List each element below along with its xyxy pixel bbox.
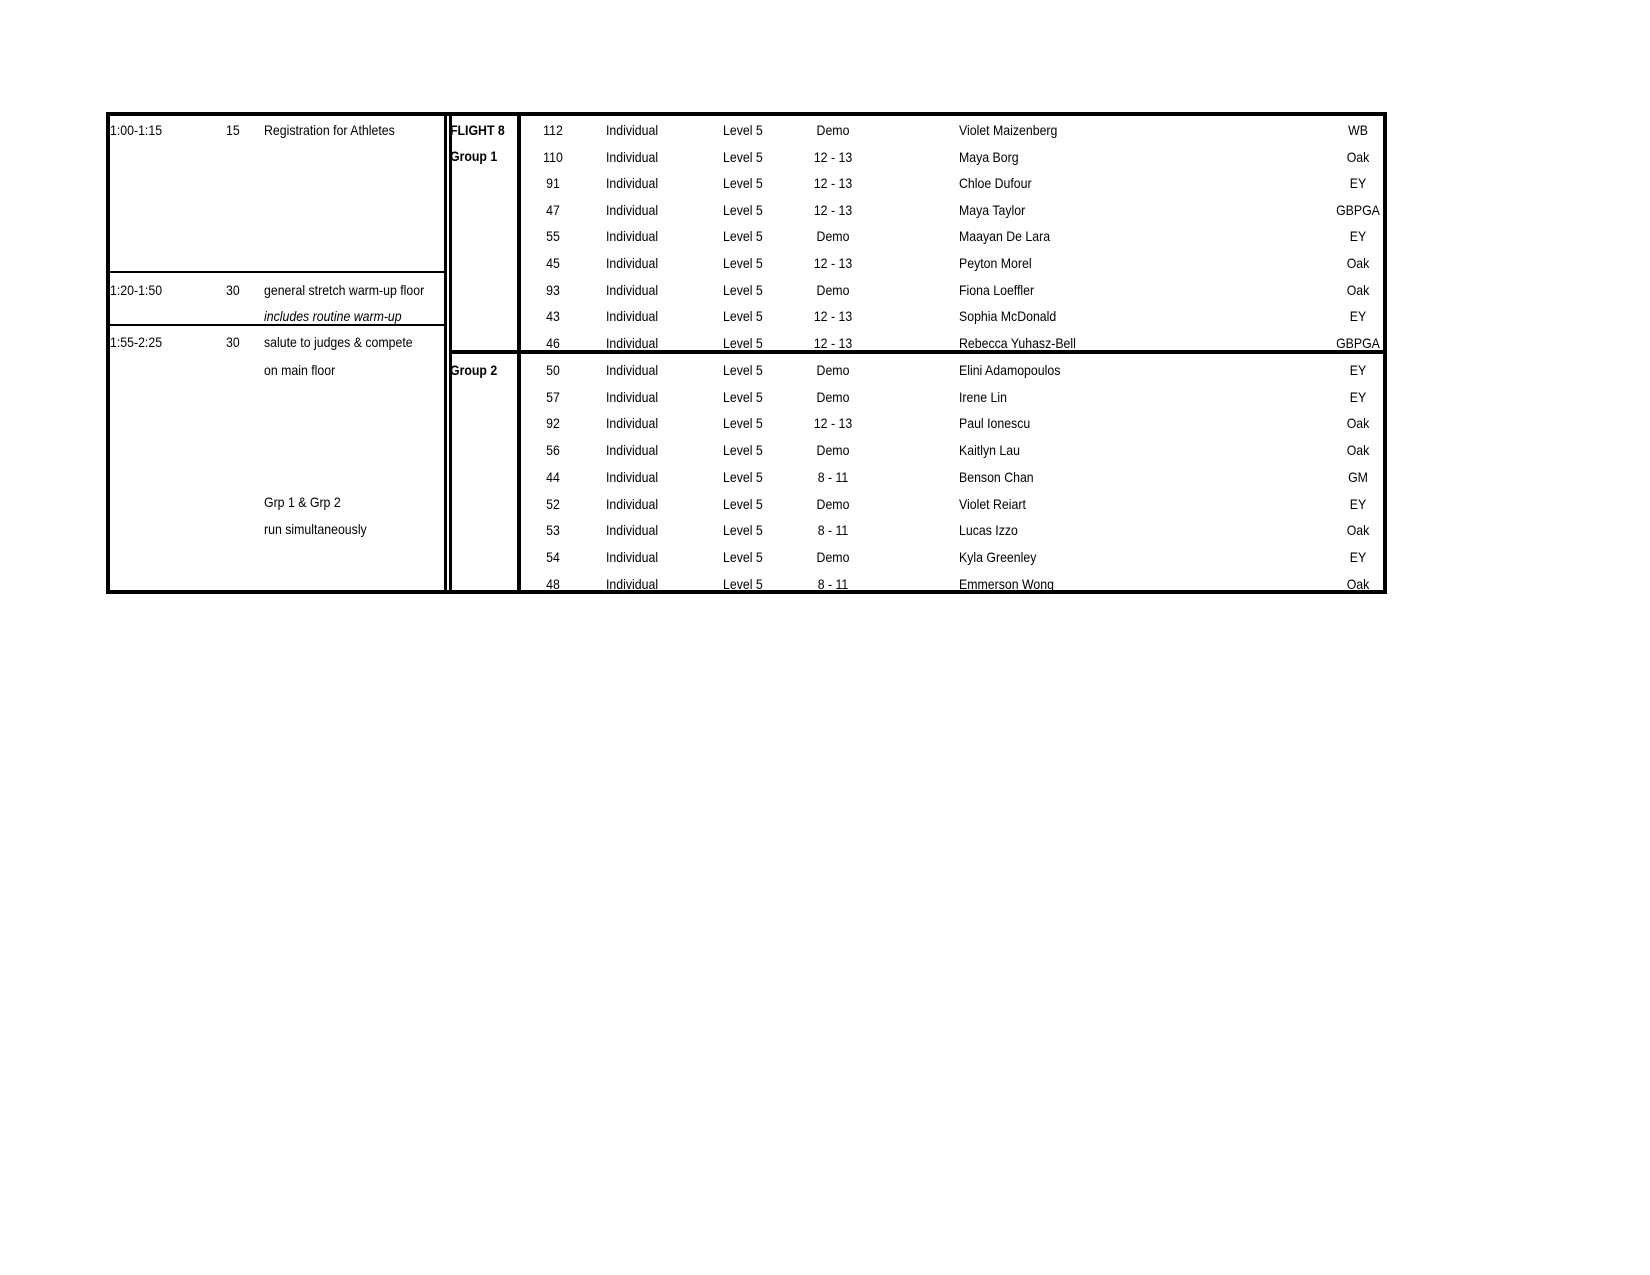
club-code: EY xyxy=(1349,308,1367,324)
entry-level: Level 5 xyxy=(723,389,763,405)
entry-number: 45 xyxy=(546,255,560,271)
entry-age-group: Demo xyxy=(816,282,850,298)
entry-number: 110 xyxy=(543,149,563,165)
block-3-description-line-1: salute to judges & compete xyxy=(264,334,413,350)
group-1-label: Group 1 xyxy=(450,148,498,164)
entry-age-group: 12 - 13 xyxy=(813,308,853,324)
entry-age-group: Demo xyxy=(816,496,850,512)
entry-age-group: Demo xyxy=(816,549,850,565)
entry-age-group: 12 - 13 xyxy=(813,149,853,165)
club-code: Oak xyxy=(1346,282,1370,298)
entry-number: 46 xyxy=(546,335,560,351)
entry-type: Individual xyxy=(606,228,659,244)
club-code: Oak xyxy=(1346,255,1370,271)
club-code: Oak xyxy=(1346,522,1370,538)
athlete-name: Irene Lin xyxy=(959,389,1007,405)
club-code: EY xyxy=(1349,389,1367,405)
entry-number: 91 xyxy=(546,175,560,191)
athlete-name: Violet Maizenberg xyxy=(959,122,1058,138)
athlete-name: Benson Chan xyxy=(959,469,1034,485)
club-code: Oak xyxy=(1346,149,1370,165)
block-2-description: general stretch warm-up floor xyxy=(264,282,425,298)
athlete-name: Peyton Morel xyxy=(959,255,1032,271)
entry-type: Individual xyxy=(606,202,659,218)
entry-age-group: Demo xyxy=(816,442,850,458)
entry-type: Individual xyxy=(606,496,659,512)
entry-age-group: 8 - 11 xyxy=(817,522,849,538)
club-code: Oak xyxy=(1346,442,1370,458)
entry-number: 52 xyxy=(546,496,560,512)
entry-age-group: 8 - 11 xyxy=(817,469,849,485)
entry-level: Level 5 xyxy=(723,522,763,538)
entry-level: Level 5 xyxy=(723,308,763,324)
entry-number: 50 xyxy=(546,362,560,378)
entry-type: Individual xyxy=(606,255,659,271)
divider-schedule-flight xyxy=(444,112,447,594)
club-code: EY xyxy=(1349,228,1367,244)
entry-age-group: 12 - 13 xyxy=(813,335,853,351)
entry-level: Level 5 xyxy=(723,362,763,378)
club-code: GBPGA xyxy=(1336,335,1380,351)
entry-level: Level 5 xyxy=(723,228,763,244)
entry-type: Individual xyxy=(606,415,659,431)
entry-age-group: 12 - 13 xyxy=(813,255,853,271)
athlete-name: Emmerson Wong xyxy=(959,576,1054,592)
athlete-name: Violet Reiart xyxy=(959,496,1026,512)
entry-age-group: Demo xyxy=(816,389,850,405)
entry-type: Individual xyxy=(606,469,659,485)
block-1-description: Registration for Athletes xyxy=(264,122,395,138)
club-code: GM xyxy=(1348,469,1368,485)
entry-level: Level 5 xyxy=(723,149,763,165)
athlete-name: Fiona Loeffler xyxy=(959,282,1035,298)
entry-level: Level 5 xyxy=(723,415,763,431)
entry-age-group: Demo xyxy=(816,228,850,244)
entry-number: 93 xyxy=(546,282,560,298)
athlete-name: Elini Adamopoulos xyxy=(959,362,1061,378)
entry-level: Level 5 xyxy=(723,496,763,512)
athlete-name: Kaitlyn Lau xyxy=(959,442,1020,458)
club-code: EY xyxy=(1349,549,1367,565)
block-3-extra-line-2: run simultaneously xyxy=(264,521,367,537)
entry-age-group: 12 - 13 xyxy=(813,175,853,191)
entry-number: 54 xyxy=(546,549,560,565)
athlete-name: Paul Ionescu xyxy=(959,415,1031,431)
entry-level: Level 5 xyxy=(723,576,763,592)
entry-age-group: Demo xyxy=(816,362,850,378)
entry-type: Individual xyxy=(606,335,659,351)
athlete-name: Kyla Greenley xyxy=(959,549,1037,565)
block-3-extra-line-1: Grp 1 & Grp 2 xyxy=(264,494,341,510)
athlete-name: Maya Taylor xyxy=(959,202,1026,218)
block-3-minutes: 30 xyxy=(226,334,240,350)
entry-number: 57 xyxy=(546,389,560,405)
athlete-name: Maya Borg xyxy=(959,149,1019,165)
athlete-name: Chloe Dufour xyxy=(959,175,1032,191)
entry-type: Individual xyxy=(606,389,659,405)
block-2-minutes: 30 xyxy=(226,282,240,298)
club-code: Oak xyxy=(1346,415,1370,431)
entry-level: Level 5 xyxy=(723,549,763,565)
entry-level: Level 5 xyxy=(723,469,763,485)
divider-group-1-2 xyxy=(449,350,1387,354)
club-code: EY xyxy=(1349,496,1367,512)
entry-type: Individual xyxy=(606,175,659,191)
block-3-description-line-2: on main floor xyxy=(264,362,336,378)
club-code: Oak xyxy=(1346,576,1370,592)
entry-age-group: Demo xyxy=(816,122,850,138)
divider-block-1 xyxy=(106,271,446,273)
entry-number: 92 xyxy=(546,415,560,431)
block-2-time: 1:20-1:50 xyxy=(110,282,163,298)
entry-number: 53 xyxy=(546,522,560,538)
entry-level: Level 5 xyxy=(723,175,763,191)
entry-level: Level 5 xyxy=(723,202,763,218)
entry-level: Level 5 xyxy=(723,122,763,138)
entry-type: Individual xyxy=(606,442,659,458)
entry-number: 112 xyxy=(543,122,563,138)
club-code: EY xyxy=(1349,362,1367,378)
entry-type: Individual xyxy=(606,149,659,165)
athlete-name: Sophia McDonald xyxy=(959,308,1057,324)
entry-age-group: 8 - 11 xyxy=(817,576,849,592)
entry-type: Individual xyxy=(606,576,659,592)
entry-type: Individual xyxy=(606,522,659,538)
athlete-name: Lucas Izzo xyxy=(959,522,1018,538)
entry-type: Individual xyxy=(606,282,659,298)
entry-level: Level 5 xyxy=(723,442,763,458)
group-2-label: Group 2 xyxy=(450,362,498,378)
divider-block-2 xyxy=(106,324,446,326)
club-code: EY xyxy=(1349,175,1367,191)
entry-level: Level 5 xyxy=(723,335,763,351)
entry-number: 44 xyxy=(546,469,560,485)
block-1-time: 1:00-1:15 xyxy=(110,122,163,138)
club-code: WB xyxy=(1348,122,1368,138)
entry-number: 47 xyxy=(546,202,560,218)
entry-level: Level 5 xyxy=(723,255,763,271)
entry-type: Individual xyxy=(606,308,659,324)
schedule-sheet xyxy=(106,112,1387,594)
block-2-note: includes routine warm-up xyxy=(264,308,402,324)
entry-number: 55 xyxy=(546,228,560,244)
block-1-minutes: 15 xyxy=(226,122,240,138)
entry-level: Level 5 xyxy=(723,282,763,298)
flight-label: FLIGHT 8 xyxy=(450,122,505,138)
entry-type: Individual xyxy=(606,122,659,138)
block-3-time: 1:55-2:25 xyxy=(110,334,163,350)
club-code: GBPGA xyxy=(1336,202,1380,218)
athlete-name: Rebecca Yuhasz-Bell xyxy=(959,335,1076,351)
entry-type: Individual xyxy=(606,362,659,378)
entry-age-group: 12 - 13 xyxy=(813,415,853,431)
entry-age-group: 12 - 13 xyxy=(813,202,853,218)
athlete-name: Maayan De Lara xyxy=(959,228,1051,244)
entry-type: Individual xyxy=(606,549,659,565)
entry-number: 56 xyxy=(546,442,560,458)
entry-number: 43 xyxy=(546,308,560,324)
entry-number: 48 xyxy=(546,576,560,592)
